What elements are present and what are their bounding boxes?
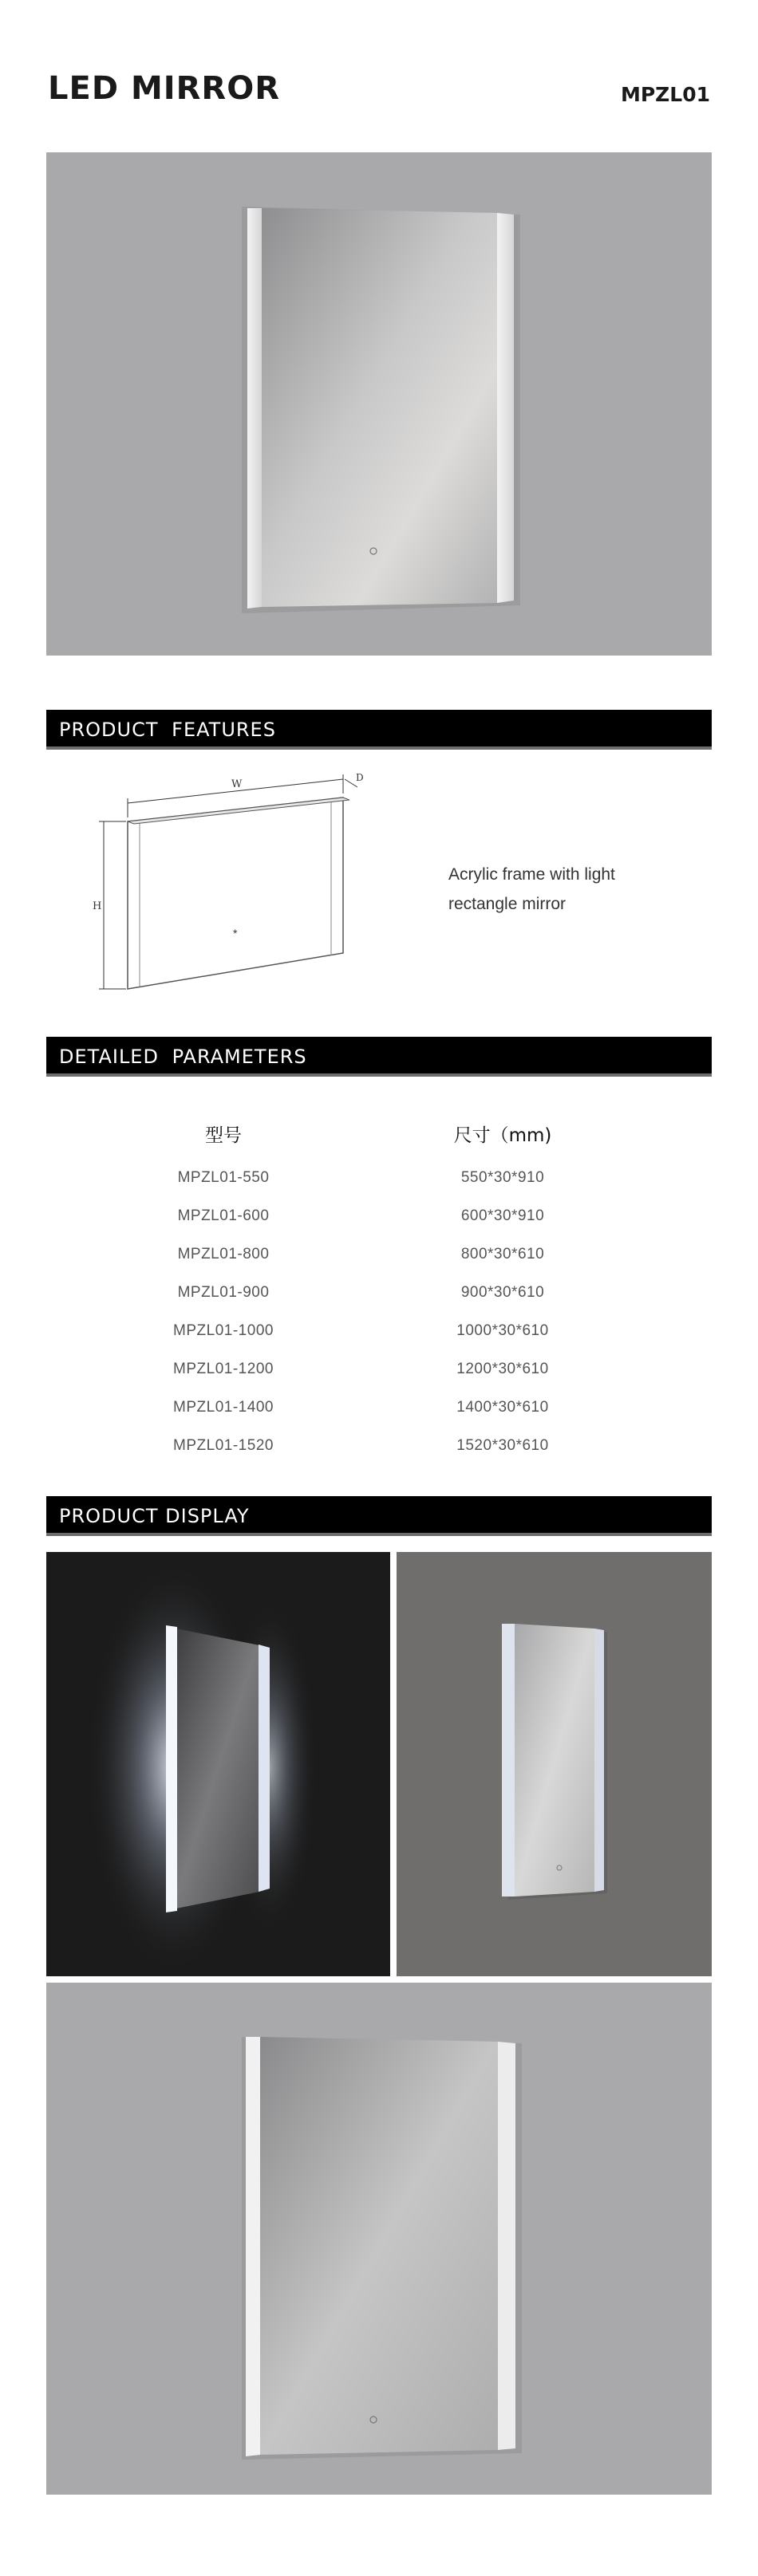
- display-photo-lit: [46, 1552, 390, 1976]
- dimension-diagram: [80, 770, 383, 1009]
- table-cell-model: MPZL01-900: [177, 1284, 270, 1301]
- table-row: [0, 1361, 758, 1399]
- table-header-size: 尺寸（mm): [453, 1125, 552, 1146]
- height-label: H: [93, 900, 102, 912]
- table-cell-size: 800*30*610: [460, 1246, 545, 1262]
- table-row: [0, 1284, 758, 1322]
- display-photo-front: [46, 1983, 712, 2495]
- section-bar-features: PRODUCT FEATURES: [46, 710, 712, 750]
- feature-description: [448, 860, 672, 919]
- table-row: [0, 1169, 758, 1207]
- section-bar-parameters: DETAILED PARAMETERS: [46, 1037, 712, 1077]
- lit-mirror-illustration: [46, 1552, 390, 1976]
- table-row: [0, 1437, 758, 1475]
- table-cell-size: 550*30*910: [460, 1169, 545, 1186]
- feature-description-line-2: rectangle mirror: [448, 895, 567, 913]
- table-cell-size: 1000*30*610: [456, 1322, 549, 1339]
- display-photo-wall: [397, 1552, 712, 1976]
- page-title: LED MIRROR: [48, 70, 281, 107]
- table-cell-model: MPZL01-600: [177, 1207, 270, 1224]
- table-cell-size: 1200*30*610: [456, 1361, 549, 1377]
- table-row: [0, 1246, 758, 1284]
- wall-mirror-illustration: [397, 1552, 712, 1976]
- table-cell-model: MPZL01-550: [177, 1169, 270, 1186]
- table-cell-model: MPZL01-1400: [173, 1399, 274, 1416]
- table-header-model: 型号: [205, 1125, 242, 1146]
- hero-mirror-illustration: [46, 152, 712, 656]
- table-cell-model: MPZL01-1200: [173, 1361, 274, 1377]
- front-mirror-illustration: [46, 1983, 712, 2495]
- table-cell-size: 600*30*910: [460, 1207, 545, 1224]
- table-row: [0, 1322, 758, 1361]
- table-row: [0, 1399, 758, 1437]
- table-cell-size: 900*30*610: [460, 1284, 545, 1301]
- table-row: [0, 1207, 758, 1246]
- depth-label: D: [356, 772, 364, 783]
- table-cell-model: MPZL01-800: [177, 1246, 270, 1262]
- table-cell-size: 1520*30*610: [456, 1437, 549, 1454]
- width-label: W: [231, 778, 243, 790]
- hero-product-photo: [46, 152, 712, 656]
- sensor-icon: *: [233, 927, 238, 939]
- section-bar-display: PRODUCT DISPLAY: [46, 1496, 712, 1536]
- table-cell-size: 1400*30*610: [456, 1399, 549, 1416]
- feature-description-line-1: Acrylic frame with light: [448, 865, 615, 884]
- model-code: MPZL01: [620, 83, 710, 106]
- table-cell-model: MPZL01-1520: [173, 1437, 274, 1454]
- table-cell-model: MPZL01-1000: [173, 1322, 274, 1339]
